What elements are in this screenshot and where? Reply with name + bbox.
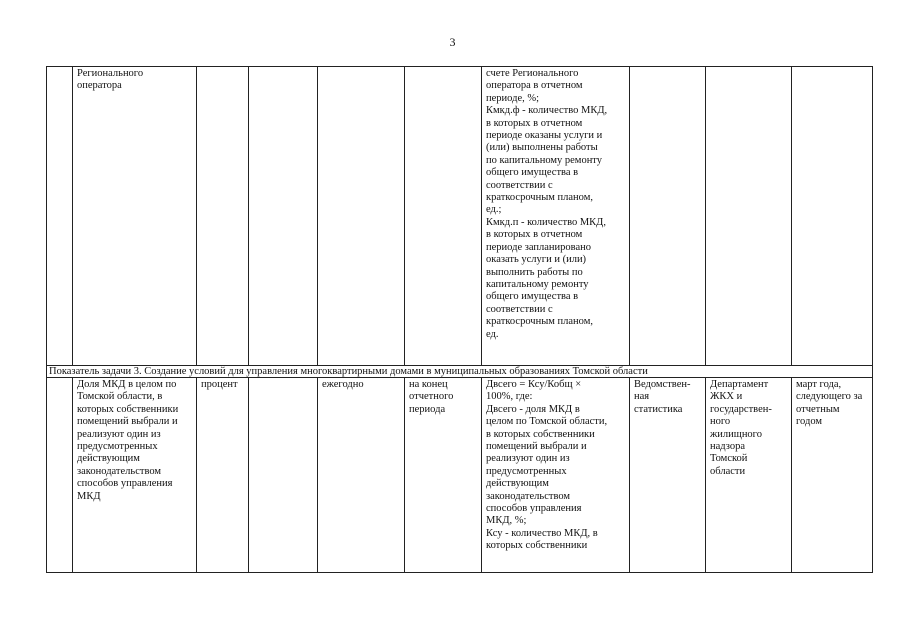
data-source-cell — [630, 67, 706, 366]
data-source-cell: Ведомствен- ная статистика — [630, 378, 706, 573]
calculation-method-cell: счете Регионального оператора в отчетном периоде, %; Кмкд.ф - количество МКД, в которых в отчетном периоде оказаны услуги и (или) выполнены работы по капитальному ремонту общего имущества в соответствии с краткосрочным планом, ед.; Кмкд.п - количество МКД, в которых в отчетном периоде запланировано оказать услуги и (или) выполнить работы по капитальному ремонту общего имущества в соответствии с краткосрочным планом, ед. — [482, 67, 630, 366]
responsible-cell — [706, 67, 792, 366]
indicator-name-cell: Доля МКД в целом по Томской области, в которых собственники помещений выбрали и реализуют один из предусмотренных действующим законодательством способов управления МКД — [73, 378, 197, 573]
row-number-cell — [47, 67, 73, 366]
indicator-name-cell: Регионального оператора — [73, 67, 197, 366]
section-header: Показатель задачи 3. Создание условий для управления многоквартирными домами в муниципальных образованиях Томской области — [47, 366, 873, 378]
date-basis-cell: на конец отчетного периода — [405, 378, 482, 573]
date-basis-cell — [405, 67, 482, 366]
section-header-row — [47, 366, 873, 378]
table-row — [47, 378, 873, 573]
indicators-table — [46, 66, 873, 573]
deadline-cell: март года, следующего за отчетным годом — [792, 378, 873, 573]
calculation-method-cell: Двсего = Ксу/Кобщ × 100%, где: Двсего - доля МКД в целом по Томской области, в которых собственники помещений выбрали и реализуют один из предусмотренных действующим законодательством способов управления МКД, %; Ксу - количество МКД, в которых собственники — [482, 378, 630, 573]
page-number: 3 — [449, 35, 456, 49]
empty-cell — [249, 67, 318, 366]
unit-cell: процент — [197, 378, 249, 573]
empty-cell — [249, 378, 318, 573]
table-row — [47, 67, 873, 366]
unit-cell — [197, 67, 249, 366]
frequency-cell — [318, 67, 405, 366]
responsible-cell: Департамент ЖКХ и государствен- ного жилищного надзора Томской области — [706, 378, 792, 573]
row-number-cell — [47, 378, 73, 573]
frequency-cell: ежегодно — [318, 378, 405, 573]
deadline-cell — [792, 67, 873, 366]
